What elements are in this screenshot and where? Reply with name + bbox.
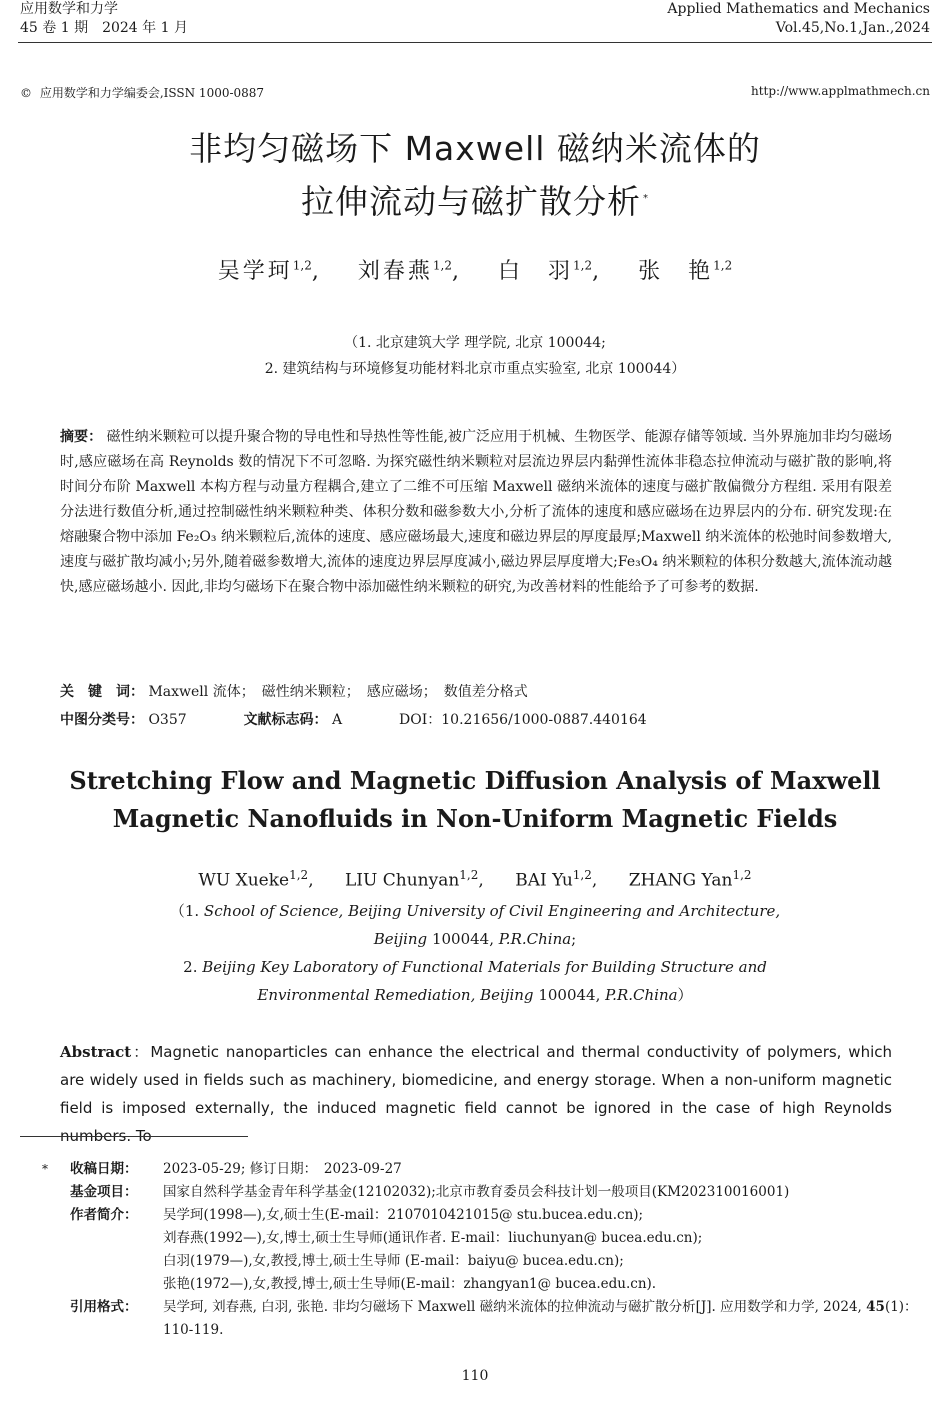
affiliations-cn <box>0 330 950 382</box>
author-cn-affil: 1,2 <box>432 258 452 273</box>
author-en: ZHANG Yan <box>628 870 733 891</box>
page-number: 110 <box>461 1368 489 1384</box>
journal-name-cn: 应用数学和力学 <box>20 1 118 17</box>
author-cn: 张 艳 <box>638 259 714 284</box>
running-header-right <box>667 0 930 38</box>
meta-row <box>20 84 930 101</box>
keywords-text: Maxwell 流体； 磁性纳米颗粒； 感应磁场； 数值差分格式 <box>148 684 528 700</box>
keywords-label: 关 键 词： <box>60 684 144 700</box>
bio-label: 作者简介： <box>70 1207 138 1223</box>
affiliation-en-2b: Environmental Remediation, Beijing 100044, P.R.China） <box>257 986 693 1004</box>
author-cn: 刘春燕 <box>357 259 433 284</box>
issue-en: Vol.45,No.1,Jan.,2024 <box>775 20 930 36</box>
footnote-mark: * <box>42 1162 48 1176</box>
author-cn-affil: 1,2 <box>713 258 733 273</box>
title-en-line1: Stretching Flow and Magnetic Diffusion Analysis of Maxwell <box>69 766 881 795</box>
clc-label: 中图分类号： <box>60 712 144 728</box>
bio-line: 刘春燕(1992—),女,博士,硕士生导师(通讯作者. E-mail：liuchunyan@ bucea.edu.cn); <box>163 1230 703 1246</box>
bio-line: 白羽(1979—),女,教授,博士,硕士生导师 (E-mail：baiyu@ bucea.edu.cn); <box>163 1253 624 1269</box>
title-footnote-mark: * <box>643 193 649 204</box>
cite-pages: (1)：110-119. <box>163 1299 918 1338</box>
cite-text: 吴学珂, 刘春燕, 白羽, 张艳. 非均匀磁场下 Maxwell 磁纳米流体的拉伸流动与磁扩散分析[J]. 应用数学和力学, 2024, <box>163 1299 867 1315</box>
footnotes <box>20 1158 932 1342</box>
running-header-left <box>20 0 188 38</box>
author-en-affil: 1,2 <box>572 868 592 882</box>
authors-en: WU Xueke$^{1,2}$, LIU Chunyan$^{1,2}$, BAI Yu$^{1,2}$, ZHANG Yan$^{1,2}$ <box>198 868 752 891</box>
authors-cn: 吴学珂$^{1,2}$, 刘春燕$^{1,2}$, 白 羽$^{1,2}$, 张 艳$^{1,2}$ <box>217 258 733 284</box>
author-en-affil: 1,2 <box>459 868 479 882</box>
footnote-bio <box>20 1204 932 1296</box>
keywords-cn <box>60 681 892 701</box>
author-en-affil: 1,2 <box>289 868 309 882</box>
cite-volume: 45 <box>866 1299 885 1315</box>
copyright-icon: © <box>20 86 32 100</box>
footnote-cite <box>20 1296 932 1342</box>
footnote-received <box>20 1158 932 1181</box>
title-cn-line2: 拉伸流动与磁扩散分析 <box>301 182 641 221</box>
author-cn-affil: 1,2 <box>292 258 312 273</box>
cite-label: 引用格式： <box>70 1299 138 1315</box>
author-en: WU Xueke <box>198 870 290 891</box>
affiliations-en <box>0 897 950 1009</box>
abstract-cn <box>60 425 892 600</box>
footnote-fund <box>20 1181 932 1204</box>
fund-text: 国家自然科学基金青年科学基金(12102032);北京市教育委员会科技计划一般项目(KM202310016001) <box>163 1184 790 1200</box>
title-cn <box>0 124 950 227</box>
issue-cn: 45 卷 1 期 2024 年 1 月 <box>20 20 188 36</box>
bio-line: 张艳(1972—),女,教授,博士,硕士生导师(E-mail：zhangyan1@ bucea.edu.cn). <box>163 1276 657 1292</box>
affiliation-en-1a: （1. School of Science, Beijing University of Civil Engineering and Architecture, <box>169 902 781 920</box>
author-cn-affil: 1,2 <box>573 258 593 273</box>
abstract-en-label: Abstract <box>60 1043 132 1061</box>
copyright-text: 应用数学和力学编委会,ISSN 1000-0887 <box>39 86 265 100</box>
classification-row <box>60 709 892 729</box>
affiliation-cn-1: （1. 北京建筑大学 理学院, 北京 100044; <box>344 335 606 351</box>
header-rule <box>18 42 932 43</box>
fund-label: 基金项目： <box>70 1184 138 1200</box>
doc-code-value: A <box>332 712 343 728</box>
journal-name-en: Applied Mathematics and Mechanics <box>667 1 930 17</box>
abstract-en-text: ：Magnetic nanoparticles can enhance the electrical and thermal conductivity of polymers, which are widely used in fields such as machinery, biomedicine, and energy storage. When a non-uniform magnetic field is imposed externally, the induced magnetic field cannot be ignored in the case of high Reynolds numbers. To <box>60 1043 892 1145</box>
affiliation-cn-2: 2. 建筑结构与环境修复功能材料北京市重点实验室, 北京 100044） <box>264 361 686 377</box>
clc-value: O357 <box>148 712 187 728</box>
footnote-rule <box>20 1136 248 1137</box>
abstract-cn-text: 磁性纳米颗粒可以提升聚合物的导电性和导热性等性能,被广泛应用于机械、生物医学、能源存储等领域. 当外界施加非均匀磁场时,感应磁场在高 Reynolds 数的情况下不可忽略. 为探究磁性纳米颗粒对层流边界层内黏弹性流体非稳态拉伸流动与磁扩散的影响,将时间分布阶 Maxwell 本构方程与动量方程耦合,建立了二维不可压缩 Maxwell 磁纳米流体的速度与磁扩散偏微分方程组. 采用有限差分法进行数值分析,通过控制磁性纳米颗粒种类、体积分数和磁参数大小,分析了流体的速度和感应磁场在边界层内的分布. 研究发现:在熔融聚合物中添加 Fe₂O₃ 纳米颗粒后,流体的速度、感应磁场最大,速度和磁边界层的厚度最厚;Maxwell 纳米流体的松弛时间参数增大,速度与磁扩散均减小;另外,随着磁参数增大,流体的速度边界层厚度减小,磁边界层厚度增大;Fe₃O₄ 纳米颗粒的体积分数越大,流体流动越快,感应磁场越小. 因此,非均匀磁场下在聚合物中添加磁性纳米颗粒的研究,为改善材料的性能给予了可参考的数据. <box>60 429 892 595</box>
title-cn-line1: 非均匀磁场下 Maxwell 磁纳米流体的 <box>189 129 761 168</box>
author-en: BAI Yu <box>515 870 573 891</box>
affiliation-en-1b: Beijing 100044, P.R.China; <box>373 930 577 948</box>
title-en-line2: Magnetic Nanofluids in Non-Uniform Magnetic Fields <box>112 804 838 833</box>
journal-url[interactable]: http://www.applmathmech.cn <box>750 84 930 98</box>
doc-code-label: 文献标志码： <box>243 712 328 728</box>
affiliation-en-2a: 2. Beijing Key Laboratory of Functional Materials for Building Structure and <box>183 958 767 976</box>
abstract-cn-label: 摘要： <box>60 429 103 445</box>
doi[interactable]: DOI：10.21656/1000-0887.440164 <box>399 712 647 728</box>
author-cn: 吴学珂 <box>217 259 293 284</box>
bio-line: 吴学珂(1998—),女,硕士生(E-mail：2107010421015@ stu.bucea.edu.cn); <box>163 1207 644 1223</box>
author-en: LIU Chunyan <box>345 870 460 891</box>
title-en <box>0 762 950 838</box>
received-label: 收稿日期： <box>70 1161 138 1177</box>
author-en-affil: 1,2 <box>732 868 752 882</box>
abstract-en <box>60 1038 892 1150</box>
author-cn: 白 羽 <box>498 259 574 284</box>
received-text: 2023-05-29; 修订日期： 2023-09-27 <box>163 1161 402 1177</box>
